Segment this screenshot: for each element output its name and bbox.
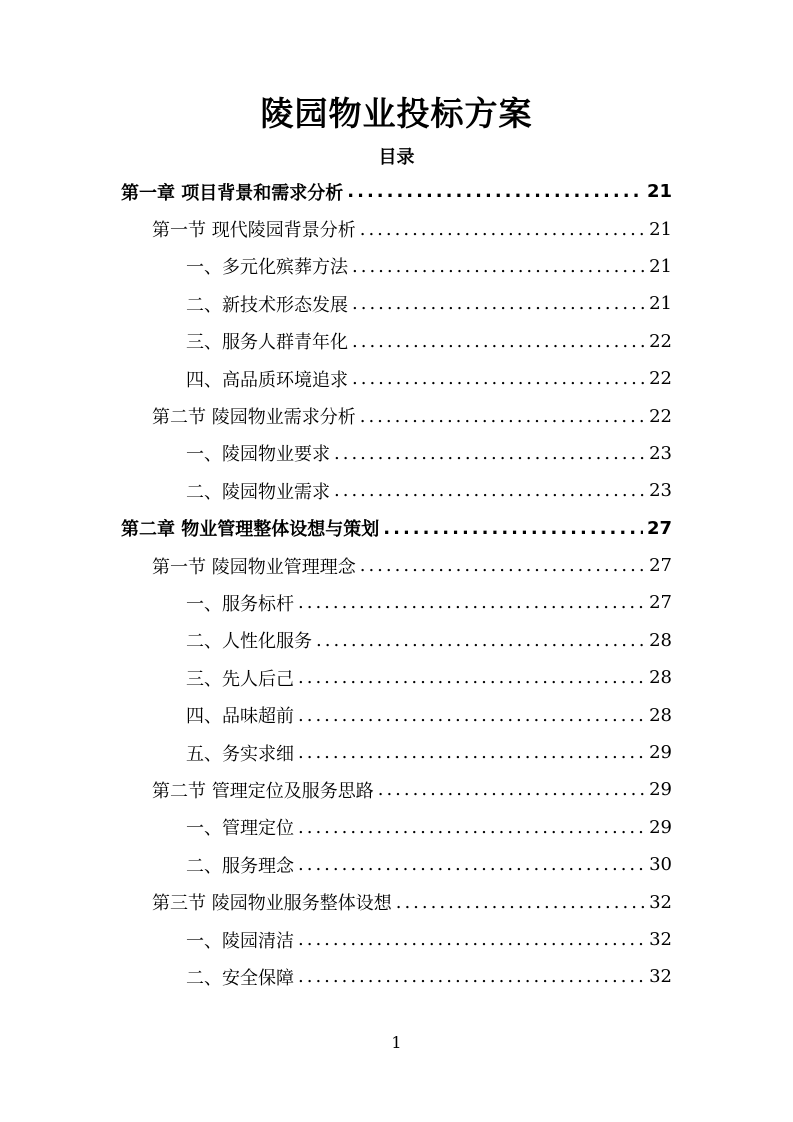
- toc-entry-label: 第一节 陵园物业管理理念: [152, 556, 356, 578]
- toc-entry-page: 29: [649, 742, 672, 764]
- toc-entry-label: 五、务实求细: [186, 743, 294, 765]
- toc-entry-label: 一、管理定位: [186, 818, 294, 840]
- toc-entry-page: 30: [649, 854, 672, 876]
- dot-leader: [298, 929, 645, 950]
- toc-entry-item[interactable]: [0, 285, 793, 322]
- dot-leader: [396, 892, 645, 913]
- dot-leader: [360, 219, 645, 240]
- toc-entry-label: 一、多元化殡葬方法: [186, 257, 348, 279]
- toc-entry-item[interactable]: [0, 958, 793, 995]
- toc-entry-page: 28: [649, 629, 672, 651]
- toc-entry-item[interactable]: [0, 734, 793, 771]
- toc-entry-label: 一、陵园物业要求: [186, 444, 330, 466]
- dot-leader: [352, 368, 645, 389]
- toc-entry-item[interactable]: [0, 696, 793, 733]
- toc-entry-section[interactable]: [0, 883, 793, 920]
- toc-entry-label: 二、新技术形态发展: [186, 294, 348, 316]
- dot-leader: [334, 443, 645, 464]
- toc-entry-page: 29: [649, 816, 672, 838]
- toc-entry-item[interactable]: [0, 435, 793, 472]
- toc-entry-page: 27: [646, 517, 672, 539]
- toc-entry-label: 二、陵园物业需求: [186, 481, 330, 503]
- dot-leader: [298, 667, 645, 688]
- dot-leader: [352, 331, 645, 352]
- dot-leader: [352, 293, 645, 314]
- toc-entry-page: 22: [649, 405, 672, 427]
- toc-entry-page: 32: [649, 966, 672, 988]
- toc-entry-page: 27: [649, 555, 672, 577]
- toc-entry-label: 第二节 管理定位及服务思路: [152, 780, 374, 802]
- toc-entry-item[interactable]: [0, 323, 793, 360]
- toc-entry-item[interactable]: [0, 472, 793, 509]
- dot-leader: [298, 705, 645, 726]
- toc-entry-page: 29: [649, 779, 672, 801]
- toc-entry-item[interactable]: [0, 360, 793, 397]
- toc-entry-page: 21: [649, 218, 672, 240]
- toc-entry-label: 第一节 现代陵园背景分析: [152, 220, 356, 242]
- dot-leader: [360, 555, 645, 576]
- toc-entry-page: 23: [649, 442, 672, 464]
- toc-entry-label: 第二节 陵园物业需求分析: [152, 407, 356, 429]
- toc-entry-page: 21: [649, 293, 672, 315]
- toc-entry-page: 32: [649, 929, 672, 950]
- toc-entry-page: 22: [649, 368, 672, 390]
- toc-entry-section[interactable]: [0, 397, 793, 434]
- toc-entry-page: 32: [649, 891, 672, 913]
- toc-entry-item[interactable]: [0, 659, 793, 696]
- toc-entry-label: 二、人性化服务: [186, 631, 312, 653]
- toc-entry-item[interactable]: [0, 809, 793, 846]
- dot-leader: [347, 181, 643, 202]
- toc-entry-label: 第三节 陵园物业服务整体设想: [152, 893, 392, 915]
- toc-entry-label: 四、高品质环境追求: [186, 369, 348, 391]
- dot-leader: [352, 256, 645, 277]
- toc-entry-section[interactable]: [0, 547, 793, 584]
- document-title: 陵园物业投标方案: [260, 94, 533, 133]
- page-number: 1: [391, 1033, 402, 1052]
- toc-entry-page: 22: [649, 330, 672, 352]
- toc-entry-label: 第一章 项目背景和需求分析: [121, 182, 344, 204]
- toc-entry-page: 27: [649, 592, 672, 614]
- toc-entry-label: 三、服务人群青年化: [186, 332, 348, 354]
- table-of-contents: [0, 173, 793, 996]
- dot-leader: [298, 592, 645, 613]
- toc-entry-item[interactable]: [0, 921, 793, 958]
- dot-leader: [360, 406, 645, 427]
- toc-entry-item[interactable]: [0, 846, 793, 883]
- toc-entry-page: 23: [649, 480, 672, 502]
- dot-leader: [378, 779, 645, 800]
- toc-entry-label: 三、先人后己: [186, 668, 294, 690]
- toc-heading: 目录: [378, 147, 415, 168]
- toc-entry-label: 一、服务标杆: [186, 593, 294, 615]
- dot-leader: [298, 742, 645, 763]
- dot-leader: [334, 480, 645, 501]
- toc-entry-section[interactable]: [0, 771, 793, 808]
- toc-entry-page: 28: [649, 704, 672, 726]
- toc-entry-chapter[interactable]: [0, 510, 793, 547]
- dot-leader: [316, 630, 645, 651]
- toc-entry-label: 第二章 物业管理整体设想与策划: [121, 519, 380, 541]
- toc-entry-label: 二、安全保障: [186, 967, 294, 989]
- dot-leader: [298, 817, 645, 838]
- toc-entry-page: 21: [649, 255, 672, 277]
- toc-entry-page: 21: [646, 181, 672, 203]
- dot-leader: [383, 518, 643, 539]
- toc-entry-label: 四、品味超前: [186, 706, 294, 728]
- toc-entry-item[interactable]: [0, 584, 793, 621]
- toc-entry-item[interactable]: [0, 622, 793, 659]
- toc-entry-section[interactable]: [0, 210, 793, 247]
- toc-entry-item[interactable]: [0, 248, 793, 285]
- toc-entry-label: 一、陵园清洁: [186, 930, 294, 952]
- dot-leader: [298, 854, 645, 875]
- toc-entry-label: 二、服务理念: [186, 855, 294, 877]
- dot-leader: [298, 966, 645, 987]
- toc-entry-chapter[interactable]: [0, 173, 793, 210]
- toc-entry-page: 28: [649, 667, 672, 689]
